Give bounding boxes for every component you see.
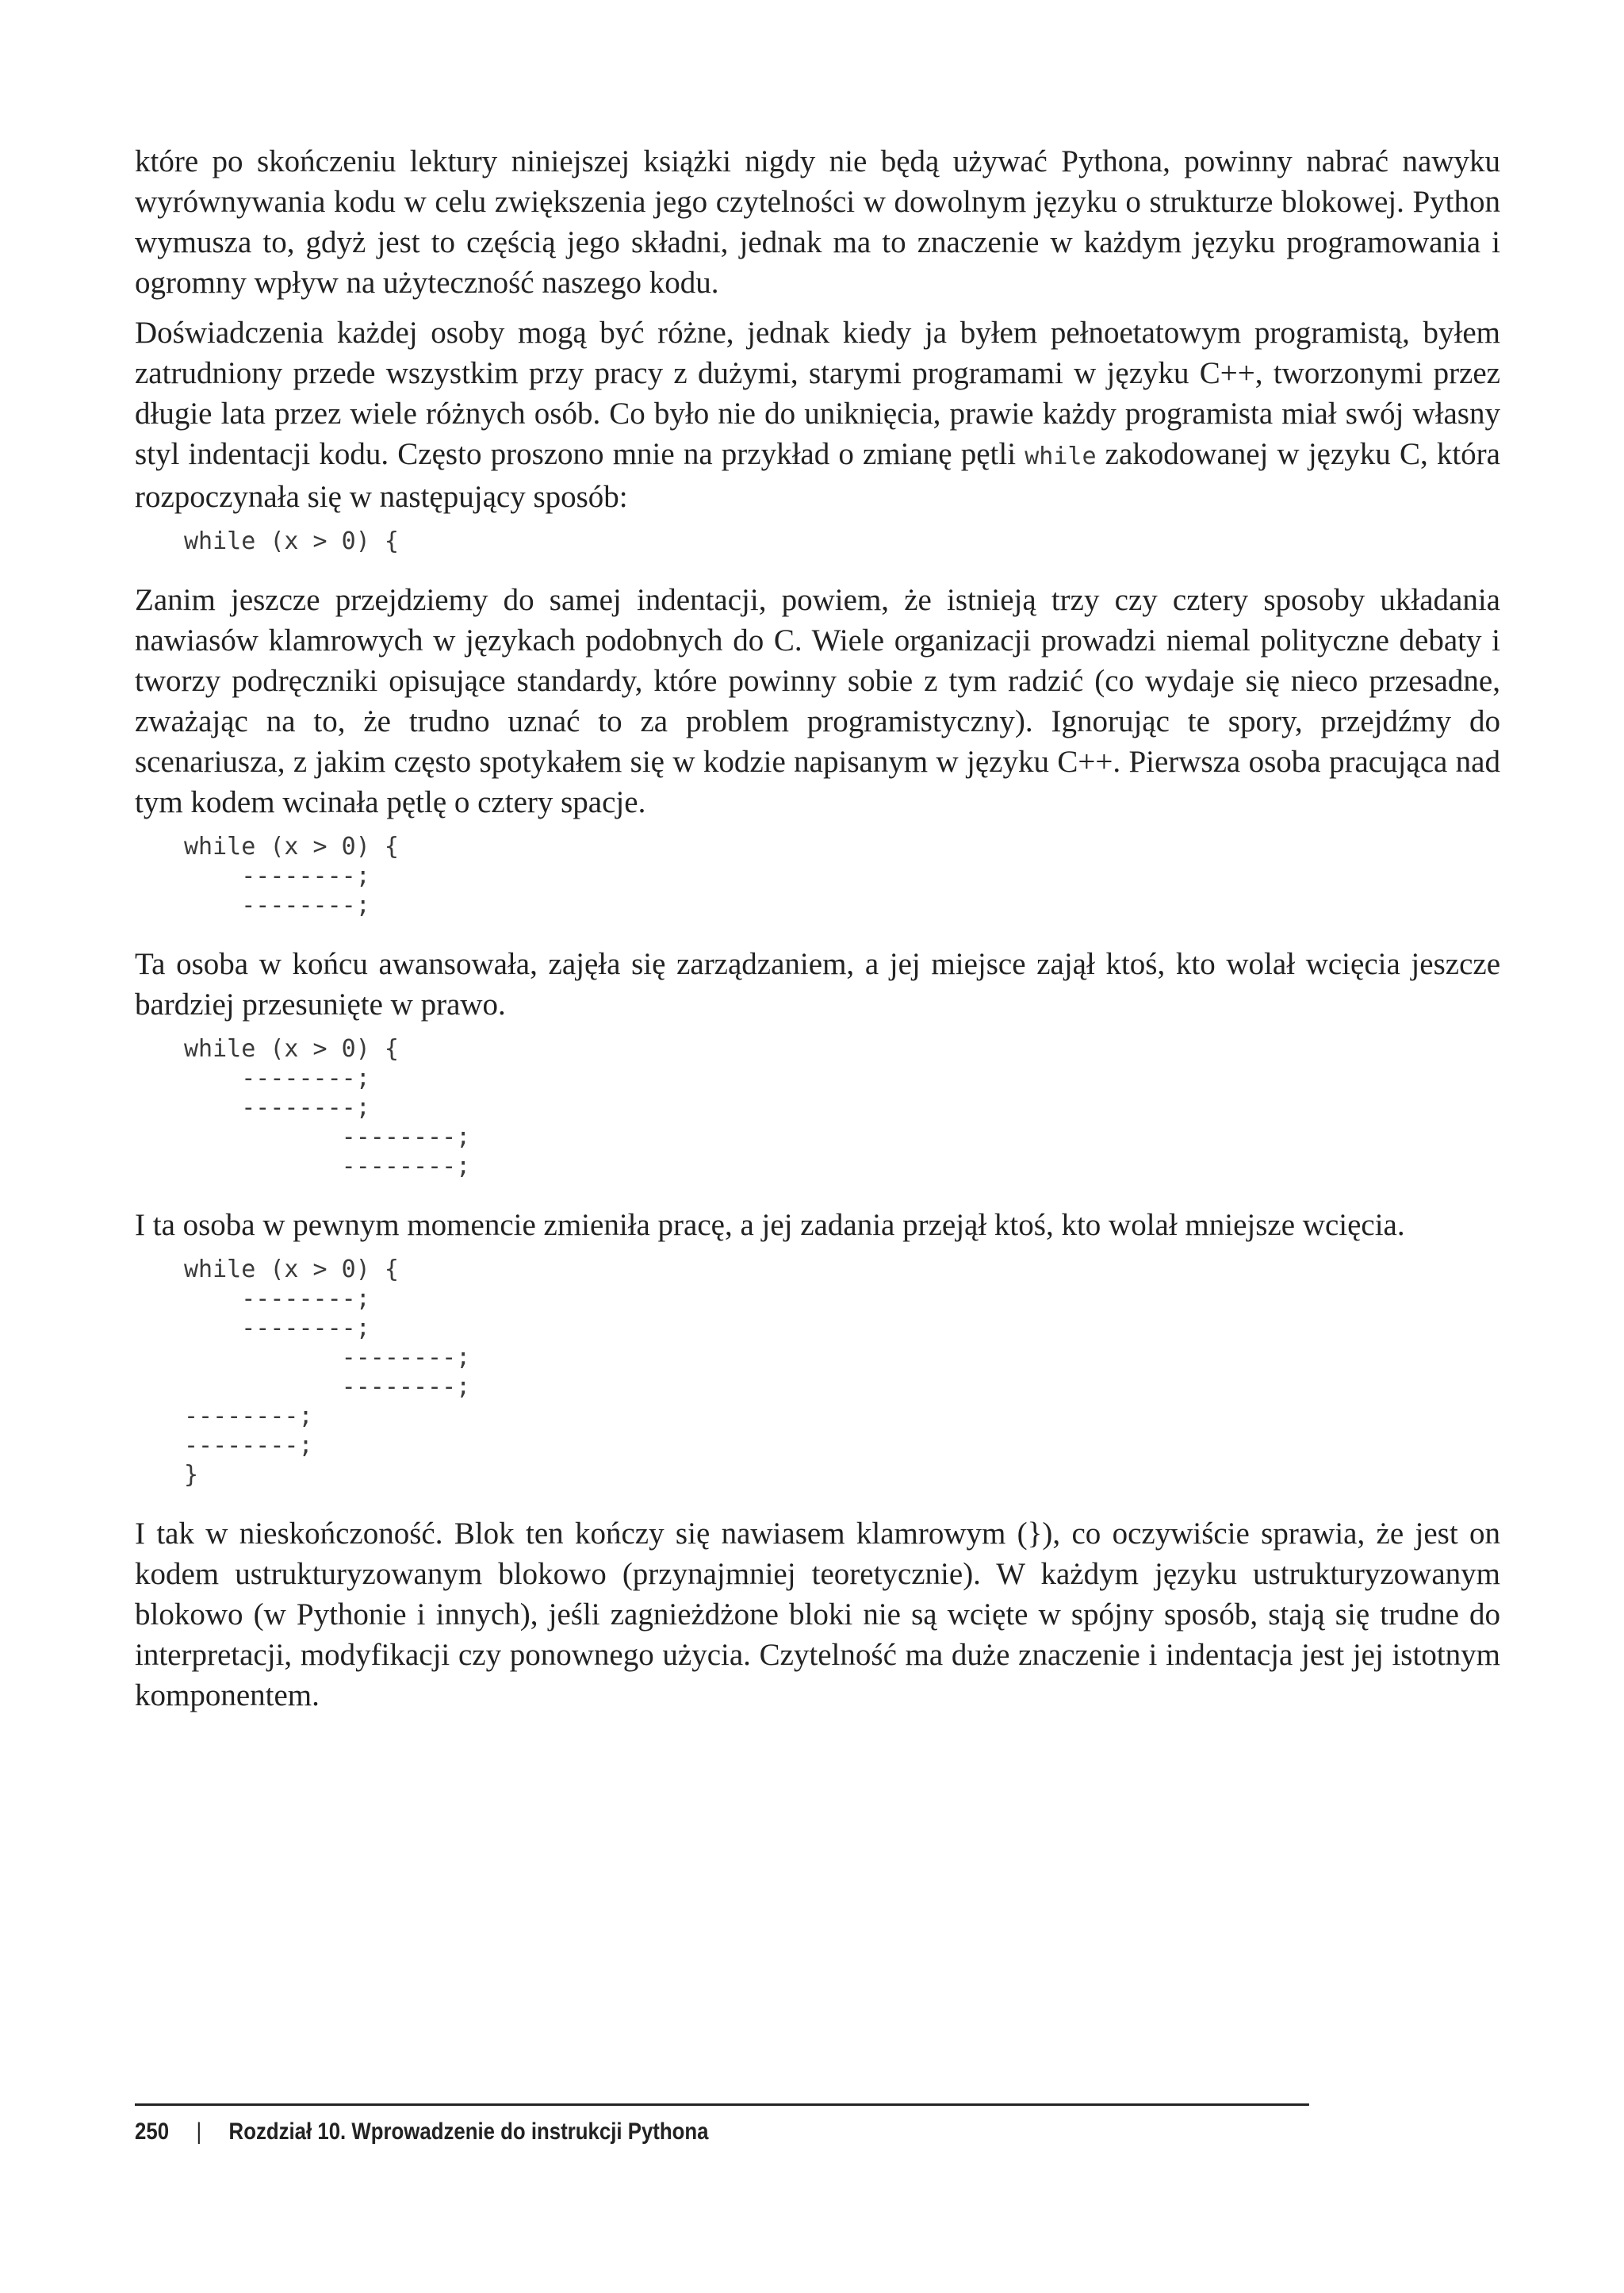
page-footer — [135, 2103, 1309, 2145]
chapter-title: Rozdział 10. Wprowadzenie do instrukcji Pythona — [228, 2119, 709, 2145]
paragraph-braces: Zanim jeszcze przejdziemy do samej indentacji, powiem, że istnieją trzy czy cztery sposoby układania nawiasów klamrowych w językach podobnych do C. Wiele organizacji prowadzi niemal polityczne debaty i tworzy podręczniki opisujące standardy, które powinny sobie z tym radzić (co wydaje się nieco przesadne, zważając na to, że trudno uznać to za problem programistyczny). Ignorując te spory, przejdźmy do scenariusza, z jakim często spotykałem się w kodzie napisanym w języku C++. Pierwsza osoba pracująca nad tym kodem wcinała pętlę o cztery spacje. — [135, 583, 1500, 819]
paragraph-conclusion: I tak w nieskończoność. Blok ten kończy się nawiasem klamrowym (}), co oczywiście sprawia, że jest on kodem ustrukturyzowanym blokowo (przynajmniej teoretycznie). W każdym języku ustrukturyzowanym blokowo (w Pythonie i innych), jeśli zagnieżdżone bloki nie są wcięte w spójny sposób, stają się trudne do interpretacji, modyfikacji czy ponownego użycia. Czytelność ma duże znaczenie i indentacja jest jej istotnym komponentem. — [135, 1517, 1500, 1712]
inline-code-while: while — [1025, 443, 1097, 470]
code-block-2: while (x > 0) { --------; --------; — [184, 833, 399, 919]
footer-separator: | — [196, 2119, 202, 2145]
paragraph-experience — [135, 313, 1500, 517]
code-block-1: while (x > 0) { — [184, 527, 399, 555]
code-block-4: while (x > 0) { --------; --------; --------; --------; --------; --------; } — [184, 1256, 471, 1489]
page-content — [135, 141, 1500, 1725]
page-number: 250 — [135, 2119, 170, 2145]
paragraph-promotion: Ta osoba w końcu awansowała, zajęła się zarządzaniem, a jej miejsce zajął ktoś, kto wolał wcięcia jeszcze bardziej przesunięte w prawo. — [135, 947, 1500, 1022]
paragraph-intro: które po skończeniu lektury niniejszej książki nigdy nie będą używać Pythona, powinny nabrać nawyku wyrównywania kodu w celu zwiększenia jego czytelności w dowolnym języku o strukturze blokowej. Python wymusza to, gdyż jest to częścią jego składni, jednak ma to znaczenie w każdym języku programowania i ogromny wpływ na użyteczność naszego kodu. — [135, 144, 1500, 300]
paragraph-experience-text-1: Doświadczenia każdej osoby mogą być różne, jednak kiedy ja byłem pełnoetatowym programistą, byłem zatrudniony przede wszystkim przy pracy z dużymi, starymi programami w języku C++, tworzonymi przez długie lata przez wiele różnych osób. Co było nie do uniknięcia, prawie każdy programista miał swój własny styl indentacji kodu. Często proszono mnie na przykład o zmianę pętli — [135, 316, 1500, 471]
paragraph-experience-text-2: zakodowanej w języku C, która rozpoczynała się w następujący sposób: — [135, 437, 1500, 514]
code-block-3: while (x > 0) { --------; --------; --------; --------; — [184, 1035, 471, 1180]
paragraph-job-change: I ta osoba w pewnym momencie zmieniła pracę, a jej zadania przejął ktoś, kto wolał mniejsze wcięcia. — [135, 1208, 1405, 1242]
